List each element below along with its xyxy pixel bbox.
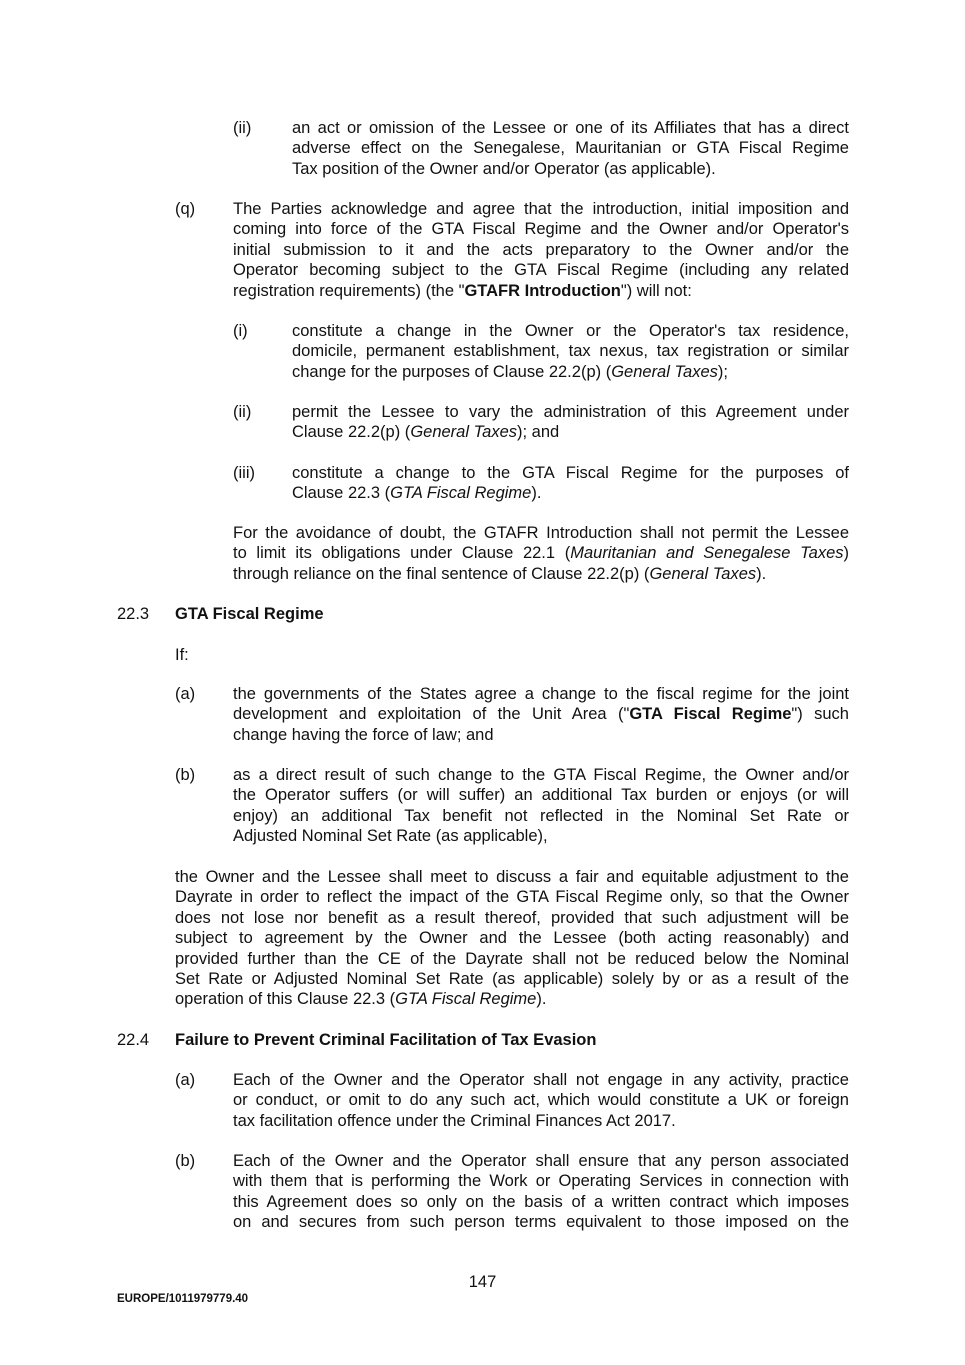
text-line: Dayrate in order to reflect the impact of the GTA Fiscal Regime only, so that the Owner — [175, 888, 849, 907]
text-line: The Parties acknowledge and agree that the introduction, initial imposition and — [233, 200, 849, 218]
text-line: does not lose nor benefit as a result thereof, provided that such adjustment will be — [175, 908, 849, 927]
item-number: (b) — [175, 766, 196, 784]
section-title: GTA Fiscal Regime — [175, 605, 324, 623]
text-line: through reliance on the final sentence of Clause 22.2(p) (General Taxes). — [233, 564, 767, 583]
clause-paragraph — [175, 867, 849, 1010]
text-line: adverse effect on the Senegalese, Mauritanian or GTA Fiscal Regime — [292, 139, 849, 158]
clause-paragraph — [233, 765, 849, 847]
text-line: initial submission to it and the acts preparatory to the Owner and/or the — [233, 240, 849, 259]
text-line: the Operator suffers (or will suffer) an additional Tax burden or enjoys (or will — [233, 786, 849, 805]
item-number: (iii) — [233, 464, 255, 482]
text-line: Clause 22.2(p) (General Taxes); and — [292, 423, 560, 442]
document-reference: EUROPE/1011979779.40 — [117, 1293, 249, 1305]
defined-term: GTA Fiscal Regime — [629, 705, 792, 724]
text-line: Operator becoming subject to the GTA Fiscal Regime (including any related — [233, 261, 849, 280]
text-line: development and exploitation of the Unit Area ("GTA Fiscal Regime") such — [233, 705, 849, 724]
text-line: change having the force of law; and — [233, 725, 494, 744]
text-line: For the avoidance of doubt, the GTAFR Introduction shall not permit the Lessee — [233, 524, 849, 542]
text-line: domicile, permanent establishment, tax nexus, tax registration or similar — [292, 342, 849, 361]
clause-paragraph — [233, 523, 849, 584]
page-number: 147 — [468, 1273, 497, 1291]
item-number: (a) — [175, 1071, 196, 1089]
text-line: Clause 22.3 (GTA Fiscal Regime). — [292, 484, 542, 503]
text-line: Each of the Owner and the Operator shall not engage in any activity, practice — [233, 1071, 849, 1089]
clause-paragraph — [292, 321, 849, 382]
text-line: subject to agreement by the Owner and the Lessee (both acting reasonably) and — [175, 929, 849, 948]
item-number: (q) — [175, 200, 196, 218]
section-number: 22.4 — [117, 1031, 150, 1049]
text-line: change for the purposes of Clause 22.2(p) (General Taxes); — [292, 362, 728, 381]
text-line: permit the Lessee to vary the administration of this Agreement under — [292, 403, 849, 421]
clause-paragraph — [292, 463, 849, 504]
text-line: this Agreement does so only on the basis of a written contract which imposes — [233, 1192, 849, 1211]
item-number: (ii) — [233, 403, 252, 421]
text-line: Tax position of the Owner and/or Operator (as applicable). — [292, 159, 716, 178]
text-line: constitute a change to the GTA Fiscal Regime for the purposes of — [292, 464, 849, 482]
text-line: as a direct result of such change to the GTA Fiscal Regime, the Owner and/or — [233, 766, 849, 784]
text-line: on and secures from such person terms equivalent to those imposed on the — [233, 1213, 849, 1232]
item-number: (i) — [233, 322, 248, 340]
section-number: 22.3 — [117, 605, 150, 623]
text-line: Each of the Owner and the Operator shall ensure that any person associated — [233, 1152, 849, 1170]
text-line: the Owner and the Lessee shall meet to discuss a fair and equitable adjustment to the — [175, 868, 849, 886]
text-line: provided further than the CE of the Dayrate shall not be reduced below the Nominal — [175, 949, 849, 968]
defined-term: GTAFR Introduction — [464, 281, 621, 300]
text-line: If: — [175, 646, 189, 664]
text-line: with them that is performing the Work or Operating Services in connection with — [233, 1172, 849, 1191]
item-number: (a) — [175, 685, 196, 703]
text-line: enjoy) an additional Tax benefit not reflected in the Nominal Set Rate or — [233, 806, 849, 825]
clause-paragraph — [233, 199, 849, 301]
text-line: Adjusted Nominal Set Rate (as applicable), — [233, 827, 548, 846]
clause-paragraph — [233, 1151, 849, 1233]
text-line: constitute a change in the Owner or the Operator's tax residence, — [292, 322, 849, 340]
text-line: to limit its obligations under Clause 22.1 (Mauritanian and Senegalese Taxes) — [233, 544, 849, 563]
text-line: registration requirements) (the "GTAFR Introduction") will not: — [233, 281, 692, 300]
item-number: (ii) — [233, 119, 252, 137]
text-line: an act or omission of the Lessee or one of its Affiliates that has a direct — [292, 119, 849, 137]
text-line: Set Rate or Adjusted Nominal Set Rate (as applicable) solely by or as a result of the — [175, 970, 849, 989]
section-title: Failure to Prevent Criminal Facilitation of Tax Evasion — [175, 1031, 597, 1049]
clause-paragraph — [292, 118, 849, 179]
item-number: (b) — [175, 1152, 196, 1170]
text-line: the governments of the States agree a change to the fiscal regime for the joint — [233, 685, 849, 703]
clause-paragraph — [292, 402, 849, 443]
text-line: coming into force of the GTA Fiscal Regime and the Owner and/or Operator's — [233, 220, 849, 239]
text-line: or conduct, or omit to do any such act, which would constitute a UK or foreign — [233, 1091, 849, 1110]
text-line: operation of this Clause 22.3 (GTA Fiscal Regime). — [175, 990, 547, 1009]
text-line: tax facilitation offence under the Criminal Finances Act 2017. — [233, 1111, 676, 1130]
clause-paragraph — [233, 684, 849, 745]
clause-paragraph — [233, 1070, 849, 1131]
